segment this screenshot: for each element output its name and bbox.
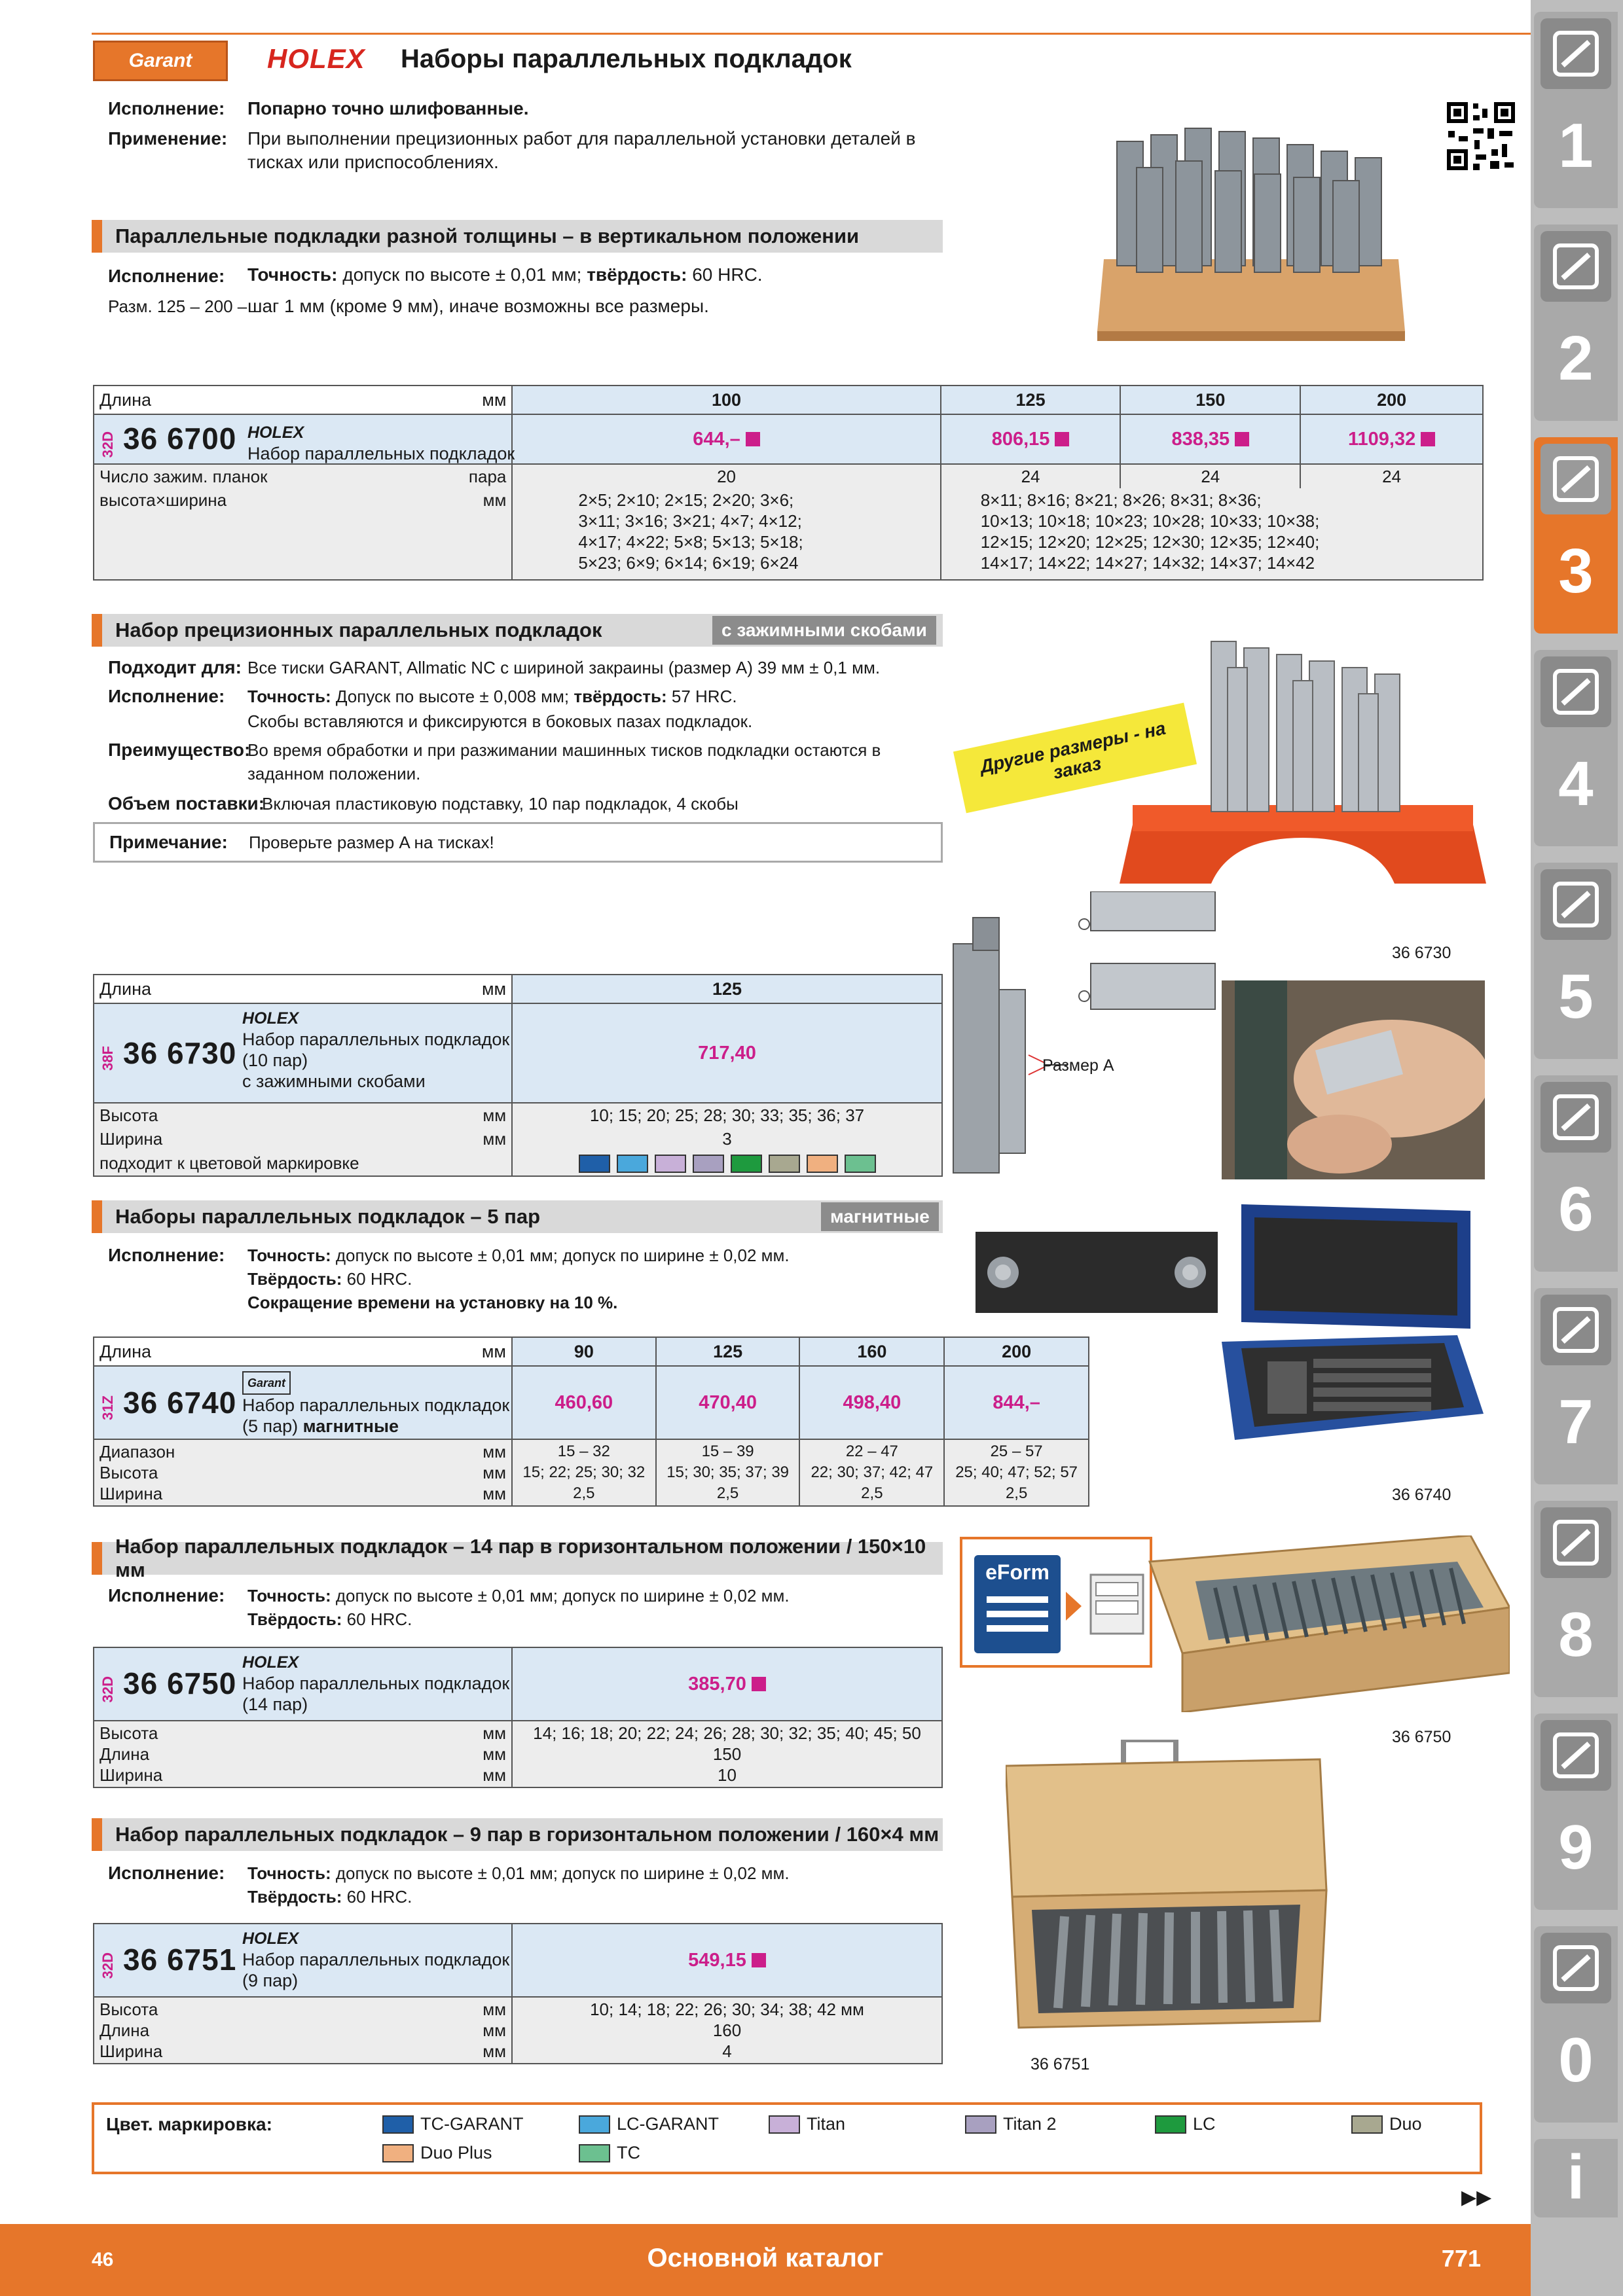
section-2-tag: с зажимными скобами [712,616,936,645]
spec-labels: Диапазон мм Высота мм Ширина мм [94,1439,512,1506]
section-5-title: Набор параллельных подкладок – 9 пар в горизонтальном положении / 160×4 мм [92,1818,943,1851]
drill-icon [1541,18,1611,89]
intro-exec-text: Попарно точно шлифованные. [247,98,529,118]
chapter-number: 4 [1558,749,1594,819]
spec-200: 25 – 57 25; 40; 47; 52; 57 2,5 [944,1439,1089,1506]
price-160[interactable]: 498,40 [799,1366,944,1439]
magnetic-bar-image [976,1232,1218,1313]
chapter-tab-3[interactable] [1534,437,1618,634]
info-tab[interactable] [1534,2139,1618,2217]
length-header: Длина мм [94,975,512,1003]
clamp-100: 20 [512,464,940,488]
article-number: 36 6730 [123,1035,237,1070]
s3-exec-label: Исполнение: [108,1245,225,1265]
chapter-number: 9 [1558,1812,1594,1882]
footer [0,2224,1531,2296]
color-swatch [617,1155,648,1173]
clamp-150: 24 [1120,464,1300,488]
s4-caption: 36 6750 [1392,1728,1451,1746]
price-125[interactable]: 806,15 [941,414,1121,464]
workshop-icon [1541,1507,1611,1578]
catalog-title: Основной каталог [647,2244,884,2272]
price-125[interactable]: 717,40 [512,1003,942,1103]
price[interactable]: 385,70 [512,1647,942,1721]
intro-exec-label: Исполнение: [108,98,225,118]
legend-label: TC [617,2143,640,2162]
page-title: Наборы параллельных подкладок [401,45,852,73]
section-2-title: Набор прецизионных параллельных подкладок [92,614,943,647]
product-cell[interactable]: 32D 36 6751 HOLEX Набор параллельных подкладок (9 пар) [94,1924,512,1997]
spec-values: 14; 16; 18; 20; 22; 24; 26; 28; 30; 32; 35; 40; 45; 50 150 10 [512,1721,942,1787]
table-36-6730 [93,974,943,1177]
chapter-tab-4[interactable] [1534,650,1618,846]
s1-size-text: шаг 1 мм (кроме 9 мм), иначе возможны все размеры. [247,296,709,316]
chapter-number: 5 [1558,961,1594,1031]
hw-100-values: 2×5; 2×10; 2×15; 2×20; 3×6; 3×11; 3×16; 3×21; 4×7; 4×12; 4×17; 4×22; 5×8; 5×13; 5×18; 5×23; 6×9; 6×14; 6×19; 6×24 [512,488,940,580]
s2-fit-label: Подходит для: [108,657,242,677]
article-number: 36 6751 [123,1942,237,1977]
size-125-header: 125 [656,1337,800,1366]
clamp-label: Число зажим. планок пара [94,464,512,488]
product-cell[interactable]: 38F 36 6730 HOLEX Набор параллельных подкладок (10 пар) с зажимными скобами [94,1003,512,1103]
product-cell[interactable]: 31Z 36 6740 Garant Набор параллельных подкладок (5 пар) магнитные [94,1366,512,1439]
saw-icon [1541,869,1611,940]
color-legend: Цвет. маркировка: TC-GARANT LC-GARANT Titan Titan 2 LC Duo Duo Plus TC [92,2102,1482,2174]
s2-adv-label: Преимущество: [108,740,251,760]
qr-code-icon [1444,99,1518,173]
page-number-left: 46 [92,2249,114,2270]
section-4-title: Набор параллельных подкладок – 14 пар в горизонтальном положении / 150×10 мм [92,1542,943,1575]
intro-app-text-2: тисках или приспособлениях. [247,152,499,172]
toolholder-icon [1541,444,1611,514]
article-number: 36 6750 [123,1666,237,1700]
chapter-number: 8 [1558,1600,1594,1670]
section-3-tag: магнитные [821,1202,939,1231]
legend-label: Duo [1389,2114,1422,2134]
spec-160: 22 – 47 22; 30; 37; 42; 47 2,5 [799,1439,944,1506]
chapter-number: 3 [1558,536,1594,606]
price-90[interactable]: 460,60 [512,1366,656,1439]
holex-logo: HOLEX [267,43,365,74]
s4-exec-label: Исполнение: [108,1585,225,1605]
size-150-header: 150 [1120,386,1300,414]
page-number-right: 771 [1441,2245,1481,2272]
size-125-header: 125 [941,386,1121,414]
length-header: Длина мм [94,1337,512,1366]
s5-exec-text-2: Твёрдость: 60 HRC. [247,1887,412,1907]
price-200[interactable]: 1109,32 [1300,414,1483,464]
color-swatches [512,1151,942,1176]
s2-caption: 36 6730 [1392,944,1451,962]
product-cell[interactable]: 32D 36 6700 HOLEX Набор параллельных подкладок [94,414,512,464]
s2-adv-text-1: Во время обработки и при разжимании машинных тисков подкладки остаются в [247,740,881,760]
color-label: подходит к цветовой маркировке [94,1151,512,1176]
legend-swatch [382,2115,414,2134]
chapter-tab-0[interactable] [1534,1926,1618,2123]
wooden-case-9-image [1006,1740,1333,2034]
arrow-right-icon [1066,1592,1082,1621]
legend-swatch [965,2115,996,2134]
s3-exec-text-1: Точность: допуск по высоте ± 0,01 мм; допуск по ширине ± 0,02 мм. [247,1246,790,1265]
header-rule [92,33,1532,35]
price-125[interactable]: 470,40 [656,1366,800,1439]
info-icon: i [1567,2142,1585,2212]
color-swatch [655,1155,686,1173]
chapter-tab-7[interactable] [1534,1288,1618,1484]
s2-adv-text-2: заданном положении. [247,764,421,783]
color-swatch [769,1155,800,1173]
spec-125: 15 – 39 15; 30; 35; 37; 39 2,5 [656,1439,800,1506]
legend-label: Titan 2 [1003,2114,1057,2134]
length-header: Длина мм [94,386,512,414]
color-swatch [579,1155,610,1173]
custom-sizes-sticker: Другие размеры - на заказ [953,703,1197,814]
color-swatch [693,1155,724,1173]
s5-caption: 36 6751 [1030,2055,1090,2073]
legend-swatch [382,2144,414,2162]
spec-values: 10; 14; 18; 22; 26; 30; 34; 38; 42 мм 160 4 [512,1997,942,2064]
next-page-icon[interactable]: ▶▶ [1461,2187,1492,2208]
legend-label: TC-GARANT [420,2114,524,2134]
size-125-header: 125 [512,975,942,1003]
size-200-header: 200 [944,1337,1089,1366]
height-label: Высота мм [94,1103,512,1127]
hw-label: высота×ширина мм [94,488,512,580]
s2-exec-text-3: Скобы вставляются и фиксируются в боковых пазах подкладок. [247,711,753,731]
s4-exec-text-2: Твёрдость: 60 HRC. [247,1609,412,1629]
spec-labels: Высота мм Длина мм Ширина мм [94,1997,512,2064]
garant-logo: Garant [93,41,228,81]
legend-label: Titan [807,2114,846,2134]
size-90-header: 90 [512,1337,656,1366]
vise-drawing [947,891,1222,1179]
table-36-6740 [93,1336,1089,1507]
legend-swatch [579,2115,610,2134]
chapter-tab-5[interactable] [1534,863,1618,1059]
color-swatch [845,1155,876,1173]
chapter-tab-2[interactable] [1534,224,1618,421]
color-swatch [807,1155,838,1173]
article-number: 36 6740 [123,1385,237,1420]
price-100[interactable]: 644,– [512,414,940,464]
s3-caption: 36 6740 [1392,1486,1451,1504]
s1-exec-label: Исполнение: [108,266,225,286]
table-36-6751 [93,1923,943,2064]
size-100-header: 100 [512,386,940,414]
intro-app-label: Применение: [108,128,228,149]
legend-swatch [1155,2115,1186,2134]
s4-exec-text-1: Точность: допуск по высоте ± 0,01 мм; допуск по ширине ± 0,02 мм. [247,1586,790,1605]
color-swatch [731,1155,762,1173]
size-a-label: Размер A [1042,1056,1114,1075]
spec-90: 15 – 32 15; 22; 25; 30; 32 2,5 [512,1439,656,1506]
chapter-number: 1 [1558,111,1594,181]
s5-exec-text-1: Точность: допуск по высоте ± 0,01 мм; допуск по ширине ± 0,02 мм. [247,1863,790,1883]
pliers-icon [1541,1295,1611,1365]
blue-case-image [1215,1204,1486,1466]
spec-labels: Высота мм Длина мм Ширина мм [94,1721,512,1787]
hw-rest-values: 8×11; 8×16; 8×21; 8×26; 8×31; 8×36; 10×13; 10×18; 10×23; 10×28; 10×33; 10×38; 12×15; 12×20; 12×25; 12×30; 12×35; 12×40; 14×17; 14×22; 14×27; 14×32; 14×37; 14×42 [941,488,1483,580]
cabinet-icon [1088,1572,1147,1638]
s2-scope-text: Включая пластиковую подставку, 10 пар подкладок, 4 скобы [262,794,739,814]
vertical-blocks-image [1091,115,1418,344]
chapter-tab-1[interactable] [1534,12,1618,208]
table-36-6700 [93,385,1484,581]
s2-scope-label: Объем поставки: [108,793,265,814]
s5-exec-label: Исполнение: [108,1863,225,1883]
s2-exec-text: Точность: Допуск по высоте ± 0,008 мм; твёрдость: 57 HRC. [247,687,737,706]
chapter-number: 2 [1558,323,1594,393]
legend-swatch [1351,2115,1383,2134]
size-160-header: 160 [799,1337,944,1366]
s1-exec-text: Точность: допуск по высоте ± 0,01 мм; твёрдость: 60 HRC. [247,264,763,285]
s3-exec-text-2: Твёрдость: 60 HRC. [247,1269,412,1289]
chapter-number: 6 [1558,1174,1594,1244]
clamp-200: 24 [1300,464,1483,488]
safety-icon [1541,1933,1611,2003]
section-3-title: Наборы параллельных подкладок – 5 пар [92,1200,943,1233]
price-150[interactable]: 838,35 [1120,414,1300,464]
size-200-header: 200 [1300,386,1483,414]
s1-size-label: Разм. 125 – 200 – [108,296,247,316]
wrench-icon [1541,1082,1611,1153]
product-cell[interactable]: 32D 36 6750 HOLEX Набор параллельных подкладок (14 пар) [94,1647,512,1721]
legend-swatch [579,2144,610,2162]
caliper-icon [1541,656,1611,727]
chapter-tab-8[interactable] [1534,1501,1618,1697]
cabinet-icon [1541,1720,1611,1791]
legend-label: Duo Plus [420,2143,492,2162]
chapter-tab-6[interactable] [1534,1075,1618,1272]
intro-app-text-1: При выполнении прецизионных работ для параллельной установки деталей в [247,128,916,149]
height-value: 10; 15; 20; 25; 28; 30; 33; 35; 36; 37 [512,1103,942,1127]
section-1-title: Параллельные подкладки разной толщины – в вертикальном положении [92,220,943,253]
price-200[interactable]: 844,– [944,1366,1089,1439]
chapter-number: 7 [1558,1387,1594,1457]
price[interactable]: 549,15 [512,1924,942,1997]
chapter-number: 0 [1558,2025,1594,2095]
s2-exec-label: Исполнение: [108,686,225,706]
eform-icon[interactable]: eForm [974,1555,1061,1653]
s2-fit-text: Все тиски GARANT, Allmatic NC с шириной закраины (размер A) 39 мм ± 0,1 мм. [247,658,881,677]
hand-photo-image [1222,980,1485,1179]
insert-icon [1541,231,1611,302]
width-value: 3 [512,1127,942,1151]
article-number: 36 6700 [123,421,237,456]
legend-label: LC [1193,2114,1216,2134]
clamp-125: 24 [941,464,1121,488]
eform-box[interactable] [960,1537,1152,1668]
table-36-6750 [93,1647,943,1788]
s3-exec-text-3: Сокращение времени на установку на 10 %. [247,1293,618,1312]
wooden-case-14-image [1143,1535,1510,1712]
chapter-tab-9[interactable] [1534,1713,1618,1910]
note-box: Примечание: Проверьте размер A на тисках! [93,822,943,863]
legend-label: LC-GARANT [617,2114,720,2134]
legend-swatch [769,2115,800,2134]
width-label: Ширина мм [94,1127,512,1151]
